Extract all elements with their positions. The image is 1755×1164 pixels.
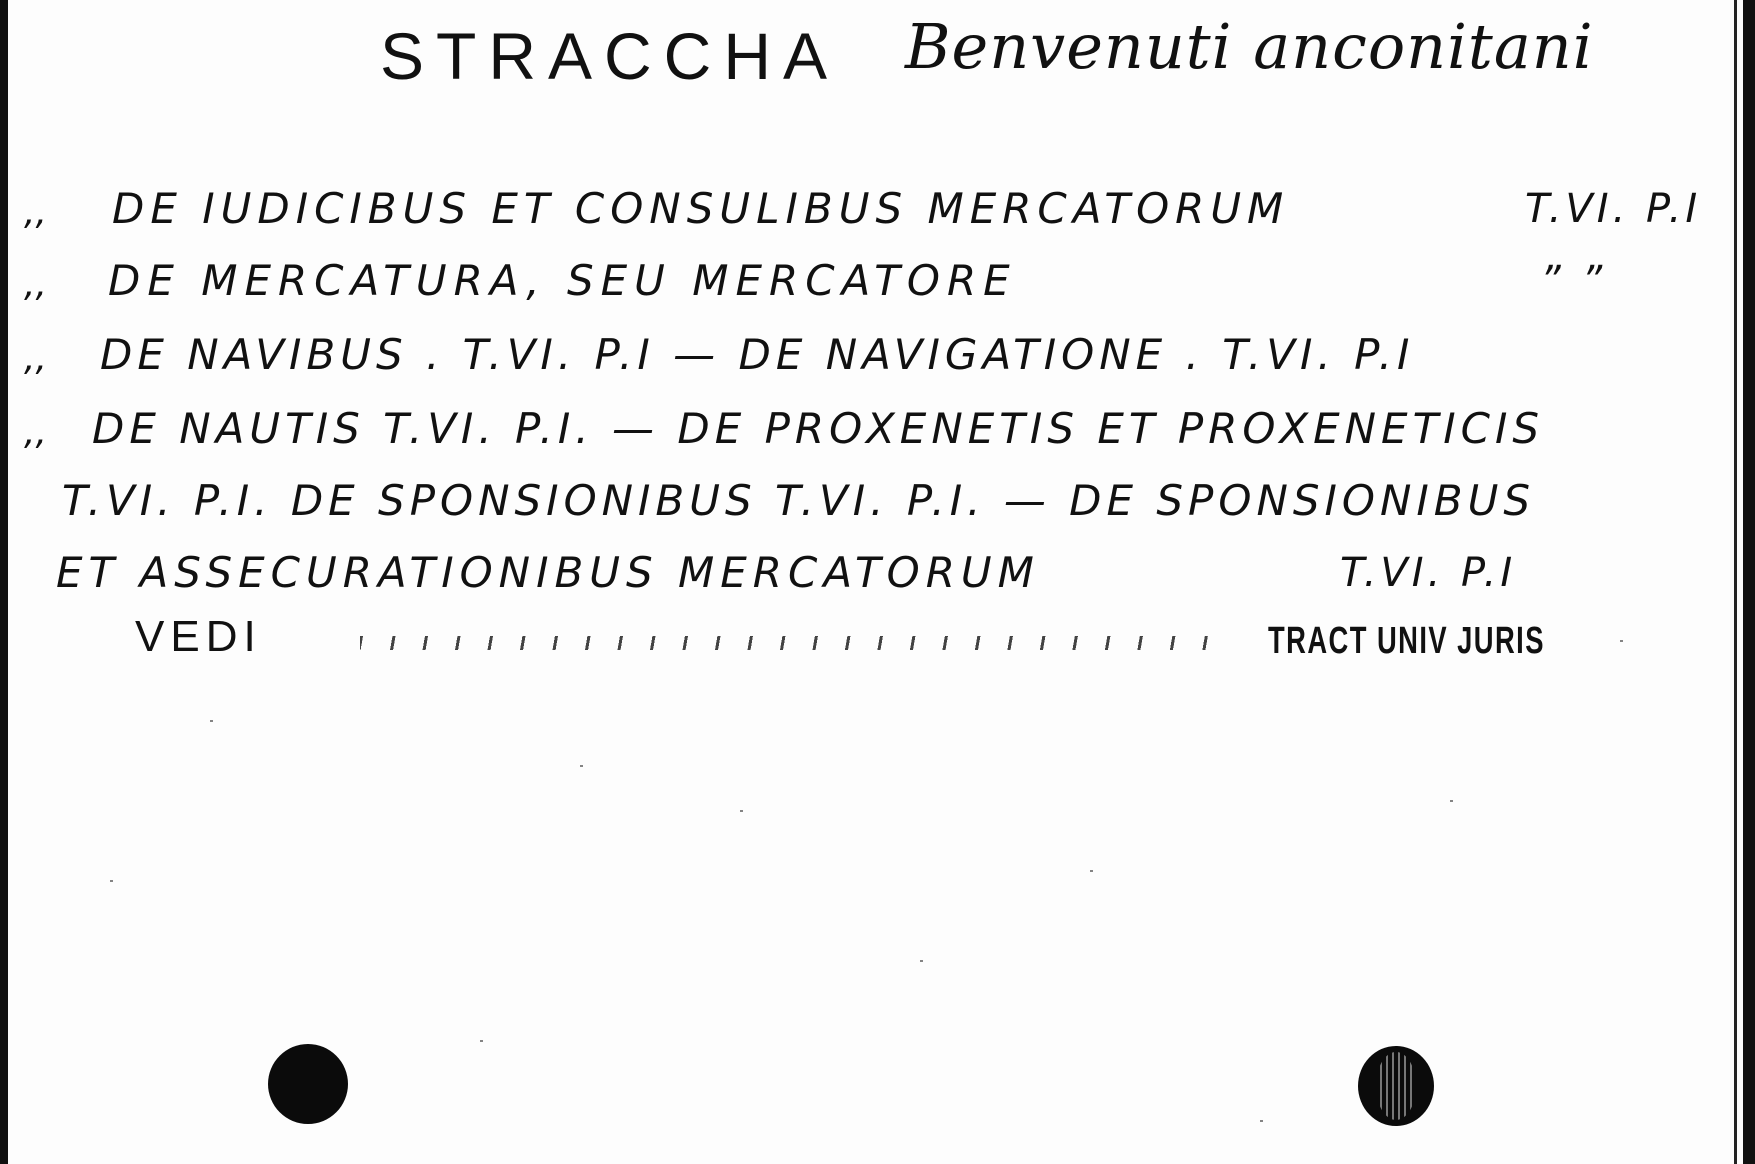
line-2-mark: ,, [24,264,47,305]
scan-speck [1260,1120,1263,1122]
line-2-ref: ” ” [1540,258,1607,304]
scan-speck [1620,640,1623,642]
handwritten-name: Benvenuti anconitani [905,10,1594,83]
scan-speck [1450,800,1453,802]
scan-speck [740,810,743,812]
line-5-text: T.VI. P.I. DE SPONSIONIBUS T.VI. P.I. — DE SPONSIONIBUS [62,476,1535,525]
scan-speck [920,960,923,962]
line-3-mark: ,, [24,338,47,379]
line-4-mark: ,, [24,412,47,453]
scan-speck [210,720,213,722]
line-6-text: ET ASSECURATIONIBUS MERCATORUM [56,548,1040,597]
line-1-mark: ,, [24,192,47,233]
line-1-text: DE IUDICIBUS ET CONSULIBUS MERCATORUM [112,184,1290,233]
card-right-edge-line [1734,0,1737,1164]
line-1-ref: T.VI. P.I [1525,186,1702,232]
scan-speck [580,765,583,767]
scan-speck [110,880,113,882]
line-4-text: DE NAUTIS T.VI. P.I. — DE PROXENETIS ET PROXENETICIS [92,404,1544,453]
line-6-ref: T.VI. P.I [1340,550,1517,596]
line-3-text: DE NAVIBUS . T.VI. P.I — DE NAVIGATIONE . T.VI. P.I [100,330,1415,379]
library-stamp: TRACT UNIV JURIS [1268,620,1545,662]
card-heading: STRACCHA [380,19,840,93]
card-left-edge [0,0,8,1164]
see-label: VEDI [135,612,262,661]
leader-dashes [360,636,1230,650]
punch-hole-left [268,1044,348,1124]
punch-hole-right [1358,1046,1434,1126]
scan-speck [480,1040,483,1042]
card-right-edge [1743,0,1755,1164]
scan-speck [1090,870,1093,872]
line-2-text: DE MERCATURA, SEU MERCATORE [108,256,1017,305]
